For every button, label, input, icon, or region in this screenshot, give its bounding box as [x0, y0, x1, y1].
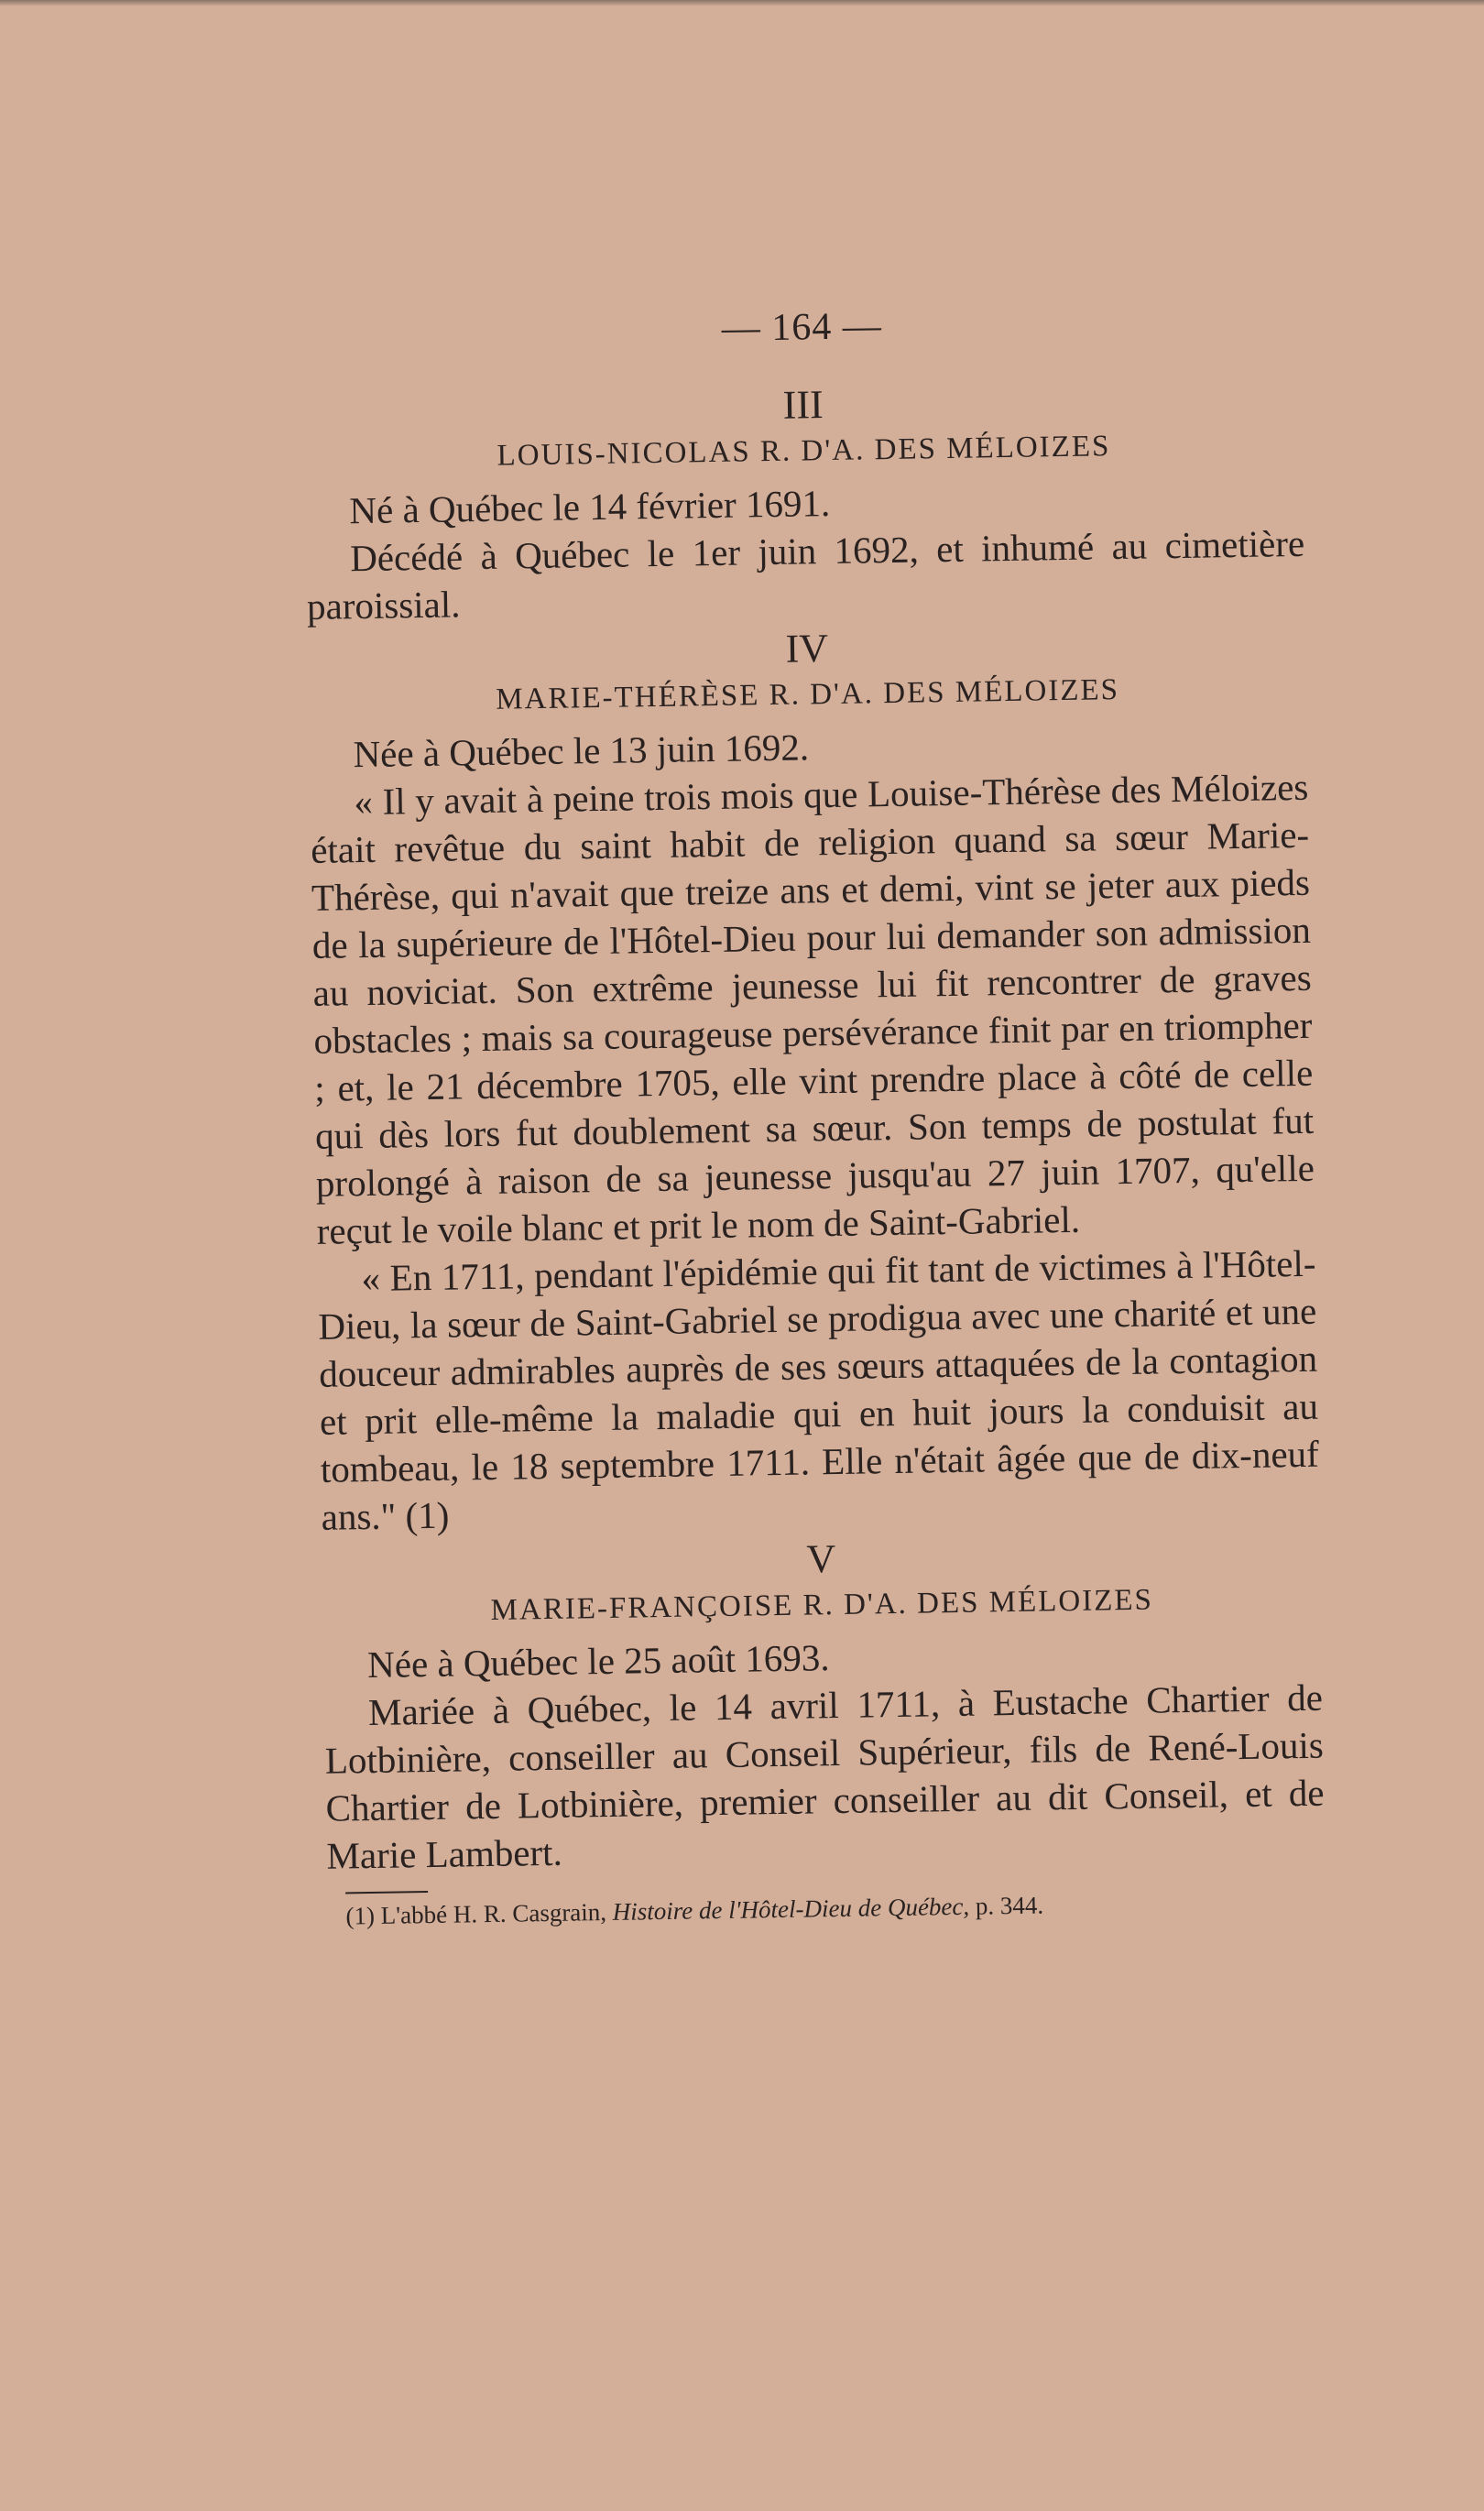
section-numeral: V — [806, 1536, 836, 1582]
section-iii — [303, 375, 1305, 630]
footnote-rule — [345, 1891, 428, 1894]
footnote — [345, 1884, 1326, 1933]
section-numeral: IV — [785, 626, 829, 671]
footnote-title: Histoire de l'Hôtel-Dieu de Québec, — [612, 1892, 970, 1926]
paragraph: « En 1711, pendant l'épidémie qui fit tant de victimes à l'Hôtel-Dieu, la sœur de Saint-Gabriel se prodigua avec une charité et une douceur admirables auprès de ses sœurs attaquées de la contagion et prit elle-même la maladie qui en huit jours la conduisit au tombeau, le 18 septembre 1711. Elle n'était âgée que de dix-neuf ans." (1) — [318, 1241, 1320, 1538]
section-heading: LOUIS-NICOLAS R. D'A. DES MÉLOIZES — [496, 430, 1111, 473]
paragraph: Décédé à Québec le 1er juin 1692, et inhumé au cimetière paroissial. — [306, 521, 1305, 628]
section-v — [322, 1529, 1326, 1880]
paragraph: Mariée à Québec, le 14 avril 1711, à Eustache Chartier de Lotbinière, conseiller au Conseil Supérieur, fils de René-Louis Chartier de Lotbinière, premier conseiller au dit Conseil, et de Marie Lambert. — [324, 1676, 1325, 1877]
book-page — [302, 296, 1326, 1933]
page-top-edge — [0, 0, 1484, 5]
page-number: — 164 — — [721, 305, 883, 350]
paragraph: Née à Québec le 13 juin 1692. — [353, 726, 810, 776]
paragraph: « Il y avait à peine trois mois que Louise-Thérèse des Méloizes était revêtue du saint habit de religion quand sa sœur Marie-Thérèse, qui n'avait que treize ans et demi, vint se jeter aux pieds de la supérieure de l'Hôtel-Dieu pour lui demander son admission au noviciat. Son extrême jeunesse lui fit rencontrer de graves obstacles ; mais sa courageuse persévérance finit par en triompher ; et, le 21 décembre 1705, elle vint prendre place à côté de celle qui dès lors fut doublement sa sœur. Son temps de postulat fut prolongé à raison de sa jeunesse jusqu'au 27 juin 1707, qu'elle reçut le voile blanc et prit le nom de Saint-Gabriel. — [310, 765, 1315, 1252]
footnote-page: p. 344. — [975, 1891, 1044, 1920]
paragraph: Né à Québec le 14 février 1691. — [349, 481, 831, 532]
section-heading: MARIE-THÉRÈSE R. D'A. DES MÉLOIZES — [496, 673, 1120, 716]
section-numeral: III — [782, 382, 824, 428]
paragraph: Née à Québec le 25 août 1693. — [366, 1636, 830, 1687]
footnote-citation: (1) L'abbé H. R. Casgrain, — [345, 1898, 607, 1930]
section-heading: MARIE-FRANÇOISE R. D'A. DES MÉLOIZES — [490, 1583, 1154, 1627]
section-iv — [308, 618, 1320, 1541]
